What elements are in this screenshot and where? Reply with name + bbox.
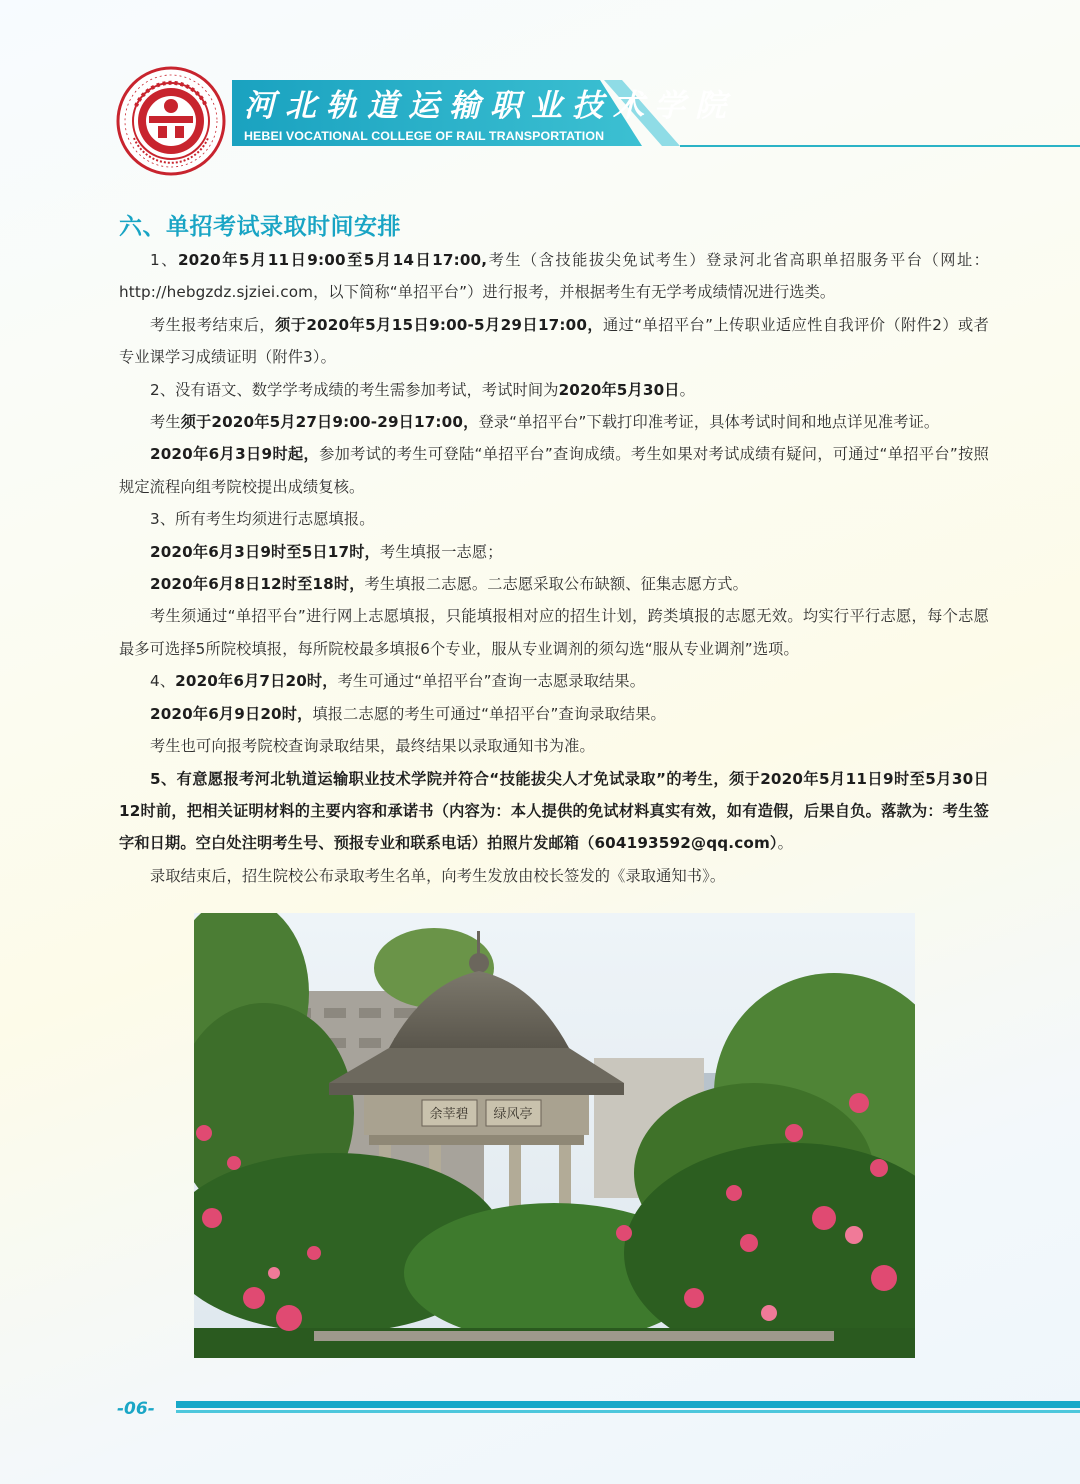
pavilion-garden-image (194, 913, 915, 1358)
footer-rule-thin (176, 1410, 1080, 1413)
paragraph-2: 考生报考结束后，须于2020年5月15日9:00-5月29日17:00，通过“单招平台”上传职业适应性自我评价（附件2）或者专业课学习成绩证明（附件3）。 (119, 315, 989, 367)
paragraph-9: 考生须通过“单招平台”进行网上志愿填报，只能填报相对应的招生计划，跨类填报的志愿无效。均实行平行志愿，每个志愿最多可选择5所院校填报，每所院校最多填报6个专业，服从专业调剂的须勾选“服从专业调剂”选项。 (119, 607, 989, 658)
footer-rule (176, 1401, 1080, 1408)
college-name-en: HEBEI VOCATIONAL COLLEGE OF RAIL TRANSPORTATION (244, 129, 605, 143)
paragraph-12: 考生也可向报考院校查询录取结果，最终结果以录取通知书为准。 (150, 737, 595, 756)
paragraph-4: 考生须于2020年5月27日9:00-29日17:00，登录“单招平台”下载打印准考证，具体考试时间和地点详见准考证。 (150, 413, 940, 432)
paragraph-13: 5、有意愿报考河北轨道运输职业技术学院并符合“技能拔尖人才免试录取”的考生，须于2020年5月11日9时至5月30日12时前，把相关证明材料的主要内容和承诺书（内容为：本人提供的免试材料真实有效，如有造假，后果自负。落款为：考生签字和日期。空白处注明考生号、预报专业和联系电话）拍照片发邮箱（604193592@qq.com）。 (119, 769, 989, 853)
paragraph-6: 3、所有考生均须进行志愿填报。 (150, 510, 375, 529)
paragraph-14: 录取结束后，招生院校公布录取考生名单，向考生发放由校长签发的《录取通知书》。 (150, 866, 726, 885)
page-header (0, 0, 1080, 200)
campus-pavilion-photo (194, 913, 915, 1358)
paragraph-1: 1、2020年5月11日9:00至5月14日17:00,考生（含技能拔尖免试考生）登录河北省高职单招服务平台（网址：http://hebgzdz.sjziei.com，以下简称“单招平台”）进行报考，并根据考生有无学考成绩情况进行选类。 (119, 251, 990, 302)
paragraph-11: 2020年6月9日20时，填报二志愿的考生可通过“单招平台”查询录取结果。 (150, 704, 666, 723)
pavilion-sign-right: 绿风亭 (493, 1107, 533, 1122)
section-title: 六、单招考试录取时间安排 (119, 214, 401, 240)
paragraph-10: 4、2020年6月7日20时，考生可通过“单招平台”查询一志愿录取结果。 (150, 672, 646, 691)
paragraph-7: 2020年6月3日9时至5日17时，考生填报一志愿； (150, 542, 503, 561)
header-rule (680, 145, 1080, 147)
paragraph-8: 2020年6月8日12时至18时，考生填报二志愿。二志愿采取公布缺额、征集志愿方式。 (150, 575, 748, 594)
college-seal-icon (116, 66, 226, 176)
article-body (119, 244, 989, 892)
college-name-cn: 河北轨道运输职业技术学院 (244, 88, 736, 124)
college-logo (116, 66, 226, 176)
pavilion-sign-left: 余莘碧 (429, 1107, 469, 1122)
page-number: -06- (117, 1399, 155, 1419)
paragraph-5: 2020年6月3日9时起，参加考试的考生可登陆“单招平台”查询成绩。考生如果对考试成绩有疑问，可通过“单招平台”按照规定流程向组考院校提出成绩复核。 (119, 445, 989, 496)
paragraph-3: 2、没有语文、数学学考成绩的考生需参加考试，考试时间为2020年5月30日。 (150, 380, 695, 399)
